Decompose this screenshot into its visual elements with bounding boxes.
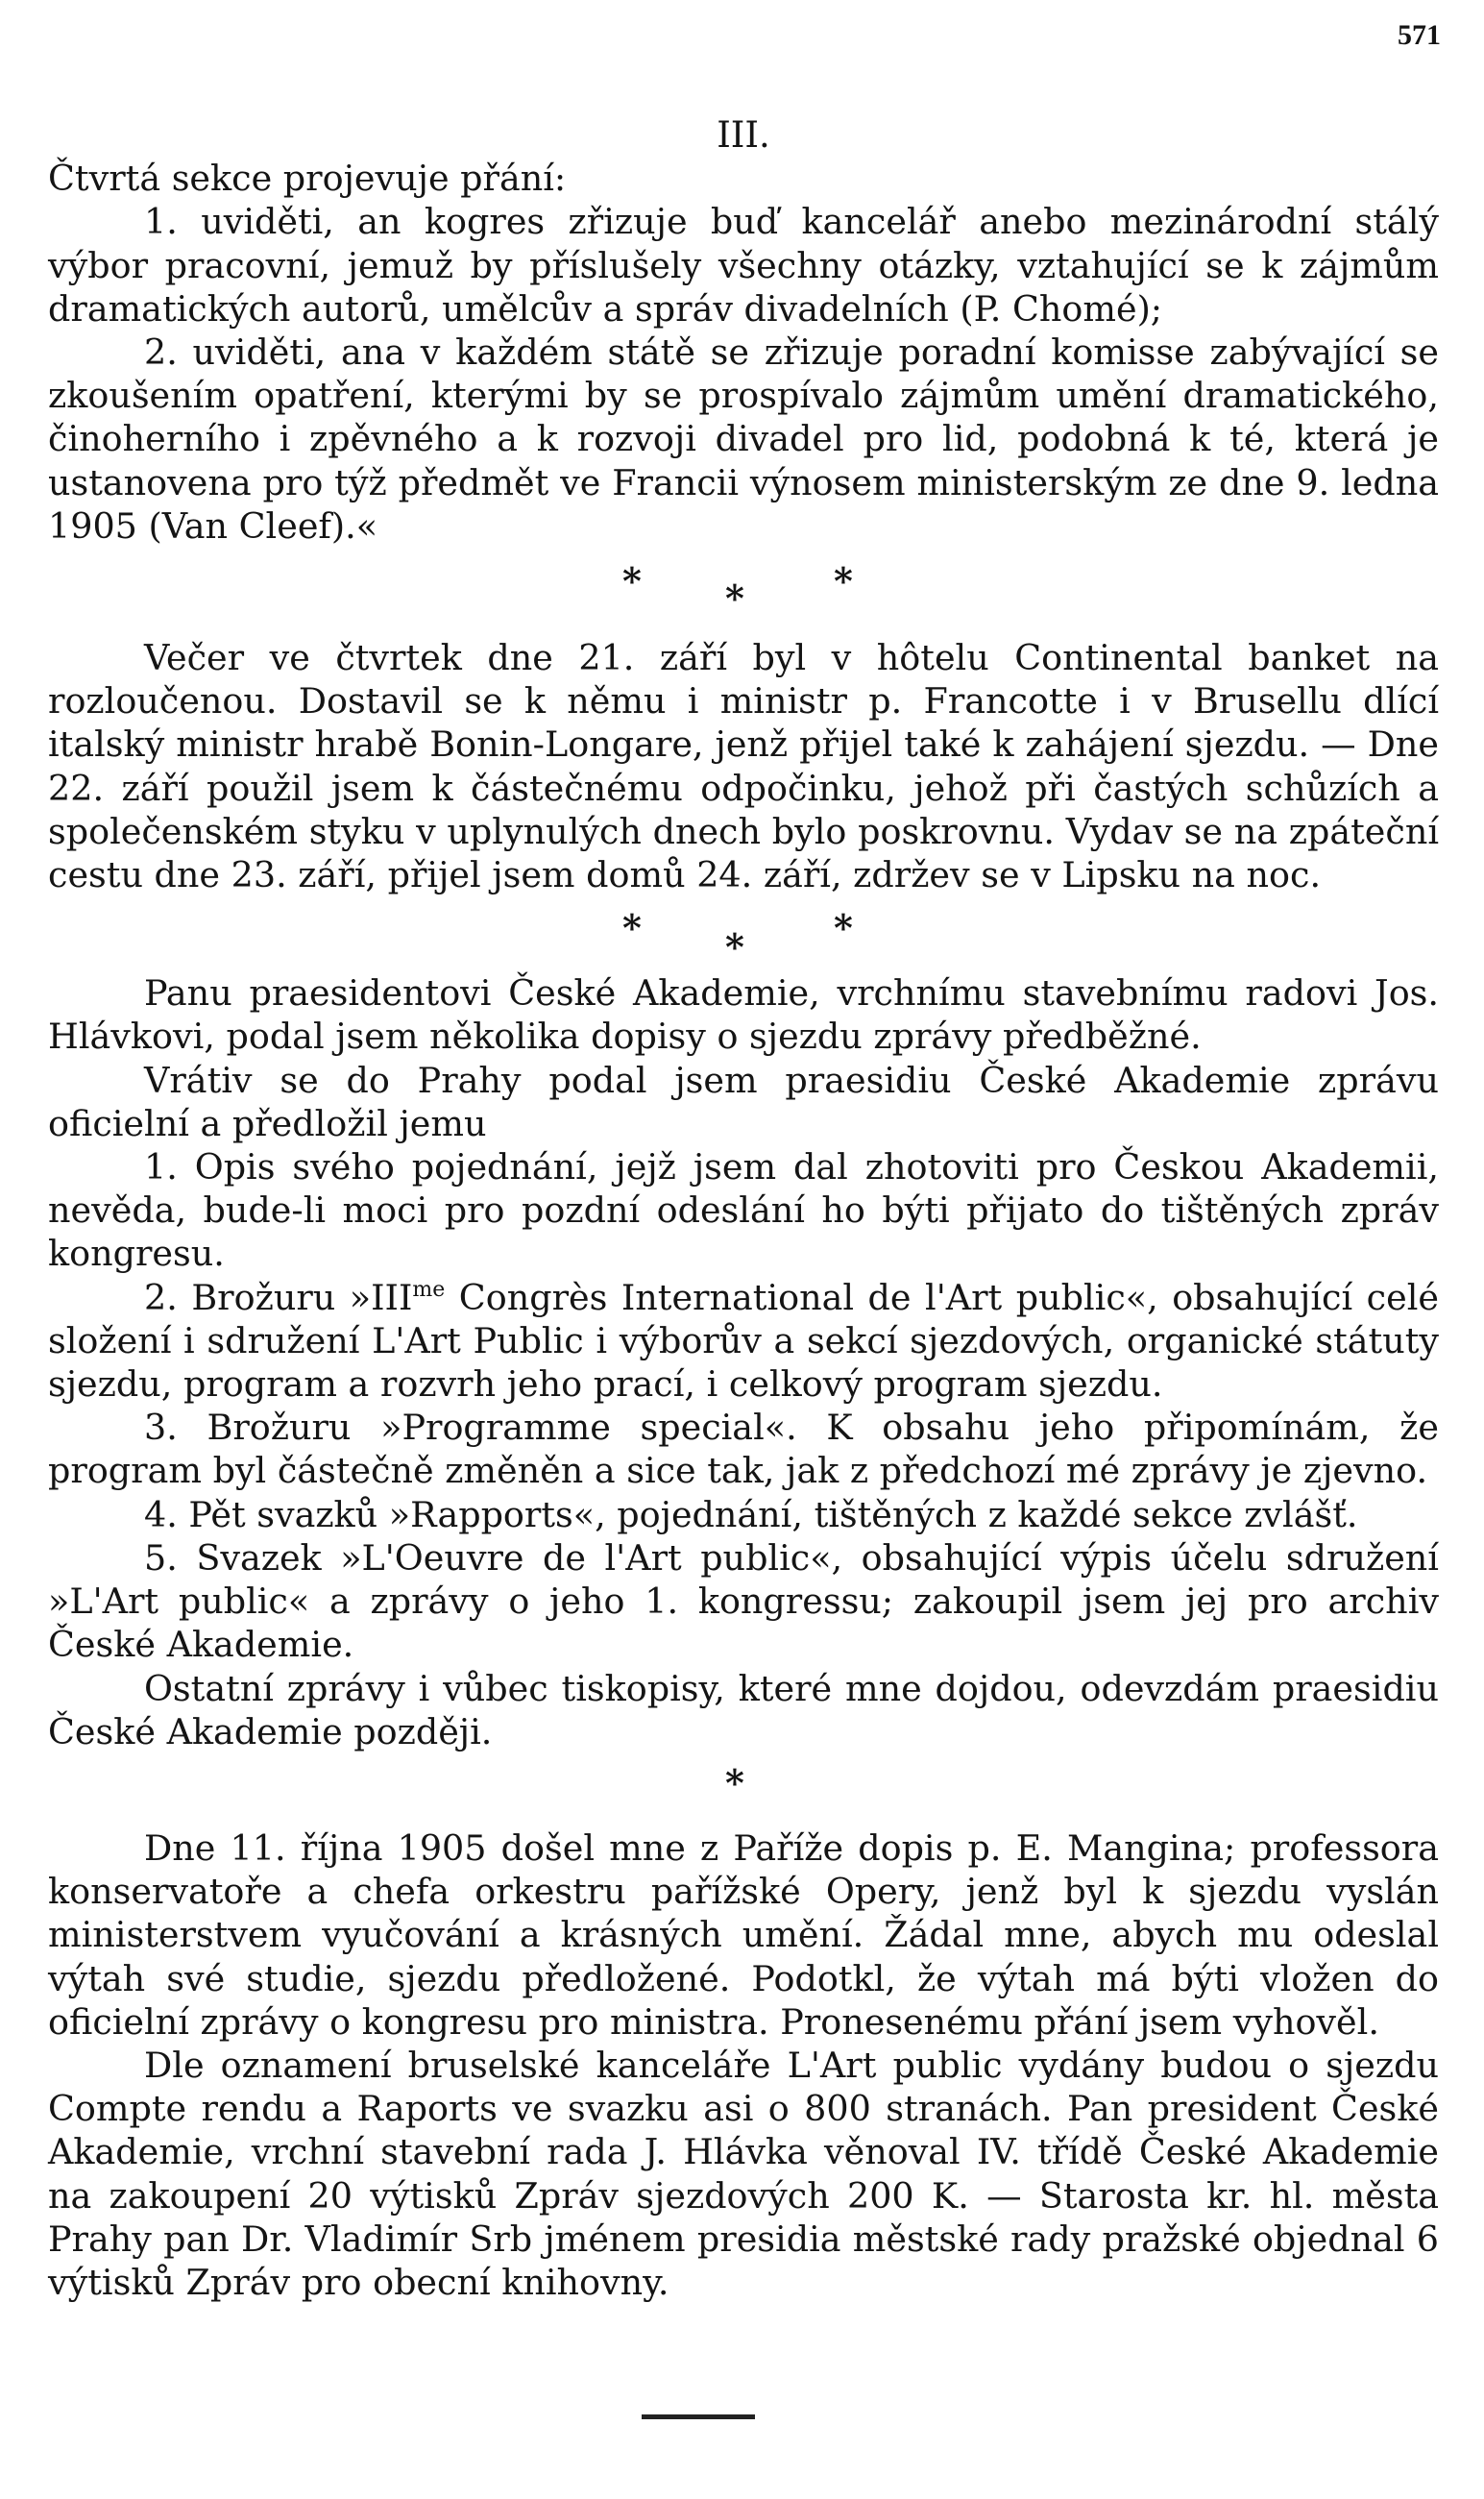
report-item-2-text: Congrès International de l'Art public«, obsahující celé složení i sdružení L'Art Public i výborův a sekcí sjezdových, organické státuty sjezdu, program a rozvrh jeho prací, i celkový program sjezdu.	[48, 1276, 1439, 1406]
report-item-2-superscript: me	[412, 1277, 446, 1302]
star-separator-1	[48, 548, 1439, 621]
closing-rule	[642, 2414, 755, 2419]
report-item-1: 1. Opis svého pojednání, jejž jsem dal zhotoviti pro Českou Akademii, nevěda, bude-li moci pro pozdní odeslání ho býti přijato do tištěných zpráv kongresu.	[48, 1146, 1439, 1275]
report-item-3: 3. Brožuru »Programme special«. K obsahu jeho připomínám, že program byl částečně změněn a sice tak, jak z předchozí mé zprávy je zjevno.	[48, 1407, 1439, 1492]
star-mark: *	[725, 925, 744, 969]
star-separator-3	[48, 1753, 1439, 1809]
star-mark: *	[834, 559, 853, 603]
report-item-4: 4. Pět svazků »Rapports«, pojednání, tištěných z každé sekce zvlášť.	[144, 1493, 1358, 1535]
star-mark: *	[725, 1760, 744, 1804]
report-item-2	[48, 1276, 1439, 1407]
star-mark: *	[725, 576, 744, 621]
banquet-paragraph: Večer ve čtvrtek dne 21. září byl v hôtelu Continental banket na rozloučenou. Dostavil se k němu i ministr p. Francotte i v Brusellu dlící italský ministr hrabě Bonin-Longare, jenž přijel také k zahájení sjezdu. — Dne 22. září použil jsem k částečnému odpočinku, jehož při častých schůzích a společenském styku v uplynulých dnech bylo poskrovnu. Vydav se na zpáteční cestu dne 23. září, přijel jsem domů 24. září, zdržev se v Lipsku na noc.	[48, 637, 1439, 896]
page-number: 571	[1398, 19, 1441, 51]
letters-paragraph: Panu praesidentovi České Akademie, vrchnímu stavebnímu radovi Jos. Hlávkovi, podal jsem několika dopisy o sjezdu zprávy předběžné.	[48, 972, 1439, 1058]
wish-2-paragraph: 2. uviděti, ana v každém státě se zřizuje poradní komisse zabývající se zkoušením opatření, kterými by se prospívalo zájmům umění dramatického, činoherního i zpěvného a k rozvoji divadel pro lid, podobná k té, která je ustanovena pro týž předmět ve Francii výnosem ministerským ze dne 9. ledna 1905 (Van Cleef).«	[48, 331, 1439, 547]
star-mark: *	[834, 906, 853, 950]
report-item-2-prefix: 2. Brožuru »III	[144, 1276, 413, 1318]
compte-rendu-paragraph: Dle oznamení bruselské kanceláře L'Art public vydány budou o sjezdu Compte rendu a Raports ve svazku asi o 800 stranách. Pan president České Akademie, vrchní stavební rada J. Hlávka věnoval IV. třídě České Akademie na zakoupení 20 výtisků Zpráv sjezdových 200 K. — Starosta kr. hl. města Prahy pan Dr. Vladimír Srb jménem presidia městské rady pražské objednal 6 výtisků Zpráv pro obecní knihovny.	[48, 2044, 1439, 2303]
mangin-paragraph: Dne 11. října 1905 došel mne z Paříže dopis p. E. Mangina; professora konservatoře a chefa orkestru pařížské Opery, jenž byl k sjezdu vyslán ministerstvem vyučování a krásných umění. Žádal mne, abych mu odeslal výtah své studie, sjezdu předložené. Podotkl, že výtah má býti vložen do oficielní zprávy o kongresu pro ministra. Pronesenému přání jsem vyhověl.	[48, 1826, 1439, 2043]
section-intro: Čtvrtá sekce projevuje přání:	[48, 158, 567, 200]
star-mark: *	[622, 559, 642, 603]
star-separator-2	[48, 896, 1439, 971]
section-numeral: III.	[717, 114, 770, 156]
page-body	[48, 113, 1439, 2304]
report-item-5: 5. Svazek »L'Oeuvre de l'Art public«, obsahující výpis účelu sdružení »L'Art public« a zprávy o jeho 1. kongressu; zakoupil jsem jej pro archiv České Akademie.	[48, 1536, 1439, 1666]
wish-1-paragraph: 1. uviděti, an kogres zřizuje buď kancelář anebo mezinárodní stálý výbor pracovní, jemuž by příslušely všechny otázky, vztahující se k zájmům dramatických autorů, umělcův a správ divadelních (P. Chomé);	[48, 201, 1439, 330]
star-mark: *	[622, 906, 642, 950]
report-closing-paragraph: Ostatní zprávy i vůbec tiskopisy, které mne dojdou, odevzdám praesidiu České Akademie později.	[48, 1667, 1439, 1752]
report-intro-paragraph: Vrátiv se do Prahy podal jsem praesidiu České Akademie zprávu oficielní a předložil jemu	[48, 1059, 1439, 1144]
